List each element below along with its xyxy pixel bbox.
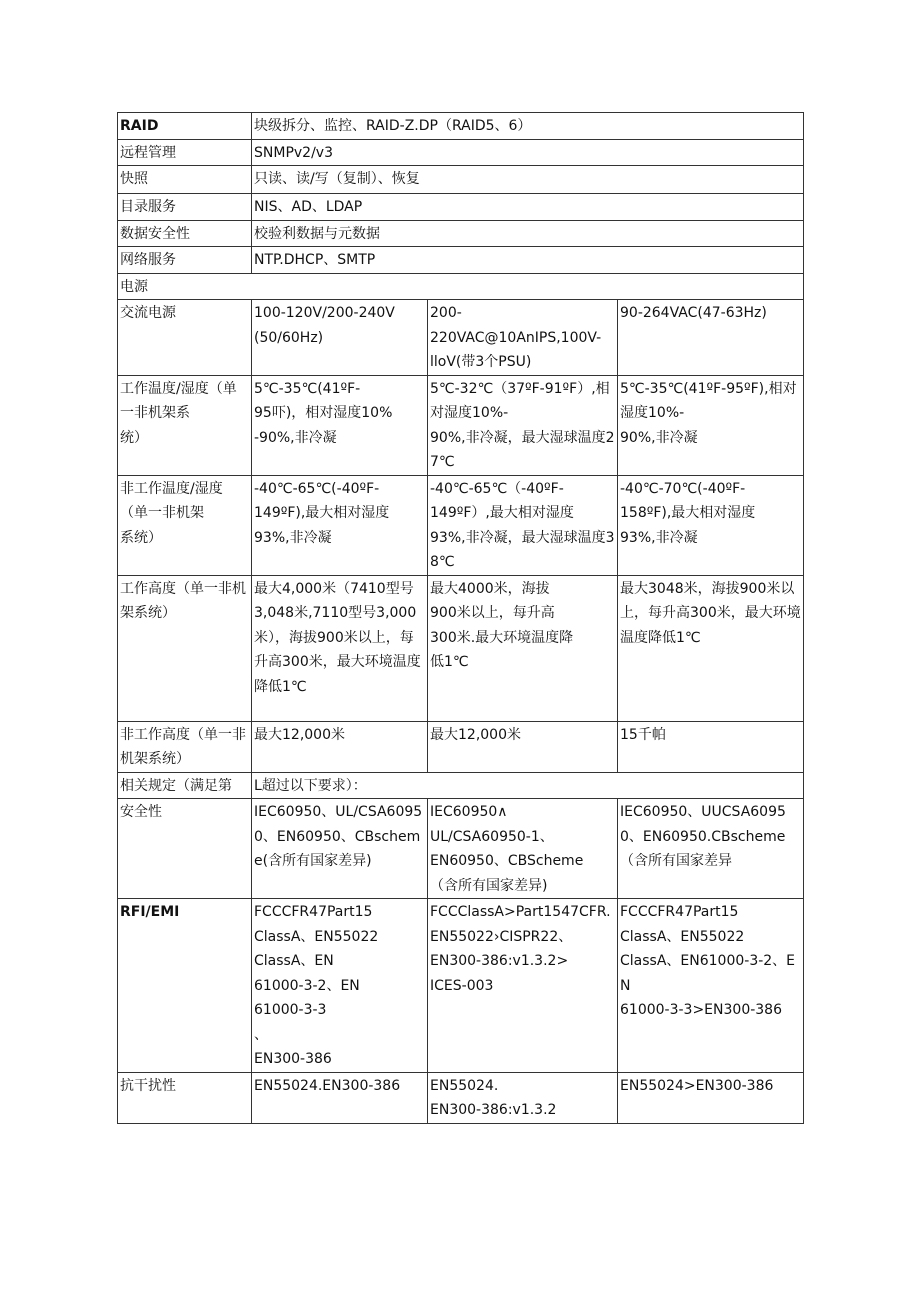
row-label: 网络服务 <box>118 247 252 274</box>
table-row <box>118 220 804 247</box>
cell: 200- 220VAC@10AnIPS,100V- lloV(带3个PSU) <box>428 300 618 376</box>
cell: EN55024. EN300-386:v1.3.2 <box>428 1072 618 1123</box>
cell: FCCCFR47Part15 ClassA、EN55022 ClassA、EN61000-3-2、EN 61000-3-3>EN300-386 <box>618 899 804 1073</box>
cell: 5℃-35℃(41ºF-95ºF),相对湿度10%- 90%,非冷凝 <box>618 375 804 475</box>
cell: -40℃-65℃（-40ºF- 149ºF）,最大相对湿度 93%,非冷凝，最大湿球温度38℃ <box>428 475 618 575</box>
table-row <box>118 194 804 221</box>
table-row <box>118 721 804 772</box>
table-row <box>118 475 804 575</box>
table-row <box>118 575 804 721</box>
cell: 最大4000米，海拔 900米以上，每升高 300米.最大环境温度降 低1℃ <box>428 575 618 721</box>
row-value: NIS、AD、LDAP <box>252 194 804 221</box>
cell: FCCCFR47Part15 ClassA、EN55022 ClassA、EN 61000-3-2、EN 61000-3-3 、 EN300-386 <box>252 899 428 1073</box>
table-row <box>118 247 804 274</box>
row-value: NTP.DHCP、SMTP <box>252 247 804 274</box>
table-row <box>118 1072 804 1123</box>
cell: 最大12,000米 <box>428 721 618 772</box>
row-label: 工作高度（单一非机架系统） <box>118 575 252 721</box>
cell: -40℃-70℃(-40ºF- 158ºF),最大相对湿度 93%,非冷凝 <box>618 475 804 575</box>
row-value: 块级拆分、监控、RAID-Z.DP（RAID5、6） <box>252 113 804 140</box>
row-value: 校验利数据与元数据 <box>252 220 804 247</box>
cell: 最大3048米，海拔900米以上，每升高300米，最大环境温度降低1℃ <box>618 575 804 721</box>
row-label: 快照 <box>118 166 252 194</box>
row-label: 交流电源 <box>118 300 252 376</box>
cell: 15千帕 <box>618 721 804 772</box>
table-row <box>118 772 804 799</box>
row-label: 安全性 <box>118 799 252 899</box>
cell: FCCClassA>Part1547CFR. EN55022›CISPR22、 EN300-386:v1.3.2> ICES-003 <box>428 899 618 1073</box>
table-row <box>118 300 804 376</box>
row-label: RAID <box>118 113 252 140</box>
cell: 最大12,000米 <box>252 721 428 772</box>
section-row <box>118 273 804 300</box>
section-title-power: 电源 <box>118 273 804 300</box>
cell: 5℃-32℃（37ºF-91ºF）,相对湿度10%- 90%,非冷凝，最大湿球温度27℃ <box>428 375 618 475</box>
cell: IEC60950、UL/CSA60950、EN60950、CBscheme(含所有国家差异) <box>252 799 428 899</box>
row-label: 工作温度/湿度（单一非机架系 统） <box>118 375 252 475</box>
row-label: 非工作高度（单一非机架系统） <box>118 721 252 772</box>
cell: 最大4,000米（7410型号3,048米,7110型号3,000米），海拔900米以上，每升高300米，最大环境温度降低1℃ <box>252 575 428 721</box>
cell: 100-120V/200-240V (50/60Hz) <box>252 300 428 376</box>
row-label: 抗干扰性 <box>118 1072 252 1123</box>
cell: EN55024.EN300-386 <box>252 1072 428 1123</box>
row-label: 相关规定（满足第 <box>118 772 252 799</box>
table-row <box>118 139 804 166</box>
cell: -40℃-65℃(-40ºF- 149ºF),最大相对湿度 93%,非冷凝 <box>252 475 428 575</box>
cell: 90-264VAC(47-63Hz) <box>618 300 804 376</box>
row-label: 数据安全性 <box>118 220 252 247</box>
spec-table <box>117 112 804 1124</box>
table-row <box>118 799 804 899</box>
row-value: L超过以下要求）： <box>252 772 804 799</box>
row-label: 远程管理 <box>118 139 252 166</box>
cell: EN55024>EN300-386 <box>618 1072 804 1123</box>
table-row <box>118 166 804 194</box>
cell: 5℃-35℃(41ºF- 95吓)，相对湿度10% -90%,非冷凝 <box>252 375 428 475</box>
table-row <box>118 899 804 1073</box>
row-value: 只读、读/写（复制）、恢复 <box>252 166 804 194</box>
table-row <box>118 375 804 475</box>
cell: IEC60950∧ UL/CSA60950-1、 EN60950、CBScheme （含所有国家差异) <box>428 799 618 899</box>
row-label: 目录服务 <box>118 194 252 221</box>
cell: IEC60950、UUCSA60950、EN60950.CBscheme（含所有国家差异 <box>618 799 804 899</box>
row-label: RFI/EMI <box>118 899 252 1073</box>
row-label: 非工作温度/湿度（单一非机架 系统） <box>118 475 252 575</box>
table-row <box>118 113 804 140</box>
row-value: SNMPv2∕v3 <box>252 139 804 166</box>
